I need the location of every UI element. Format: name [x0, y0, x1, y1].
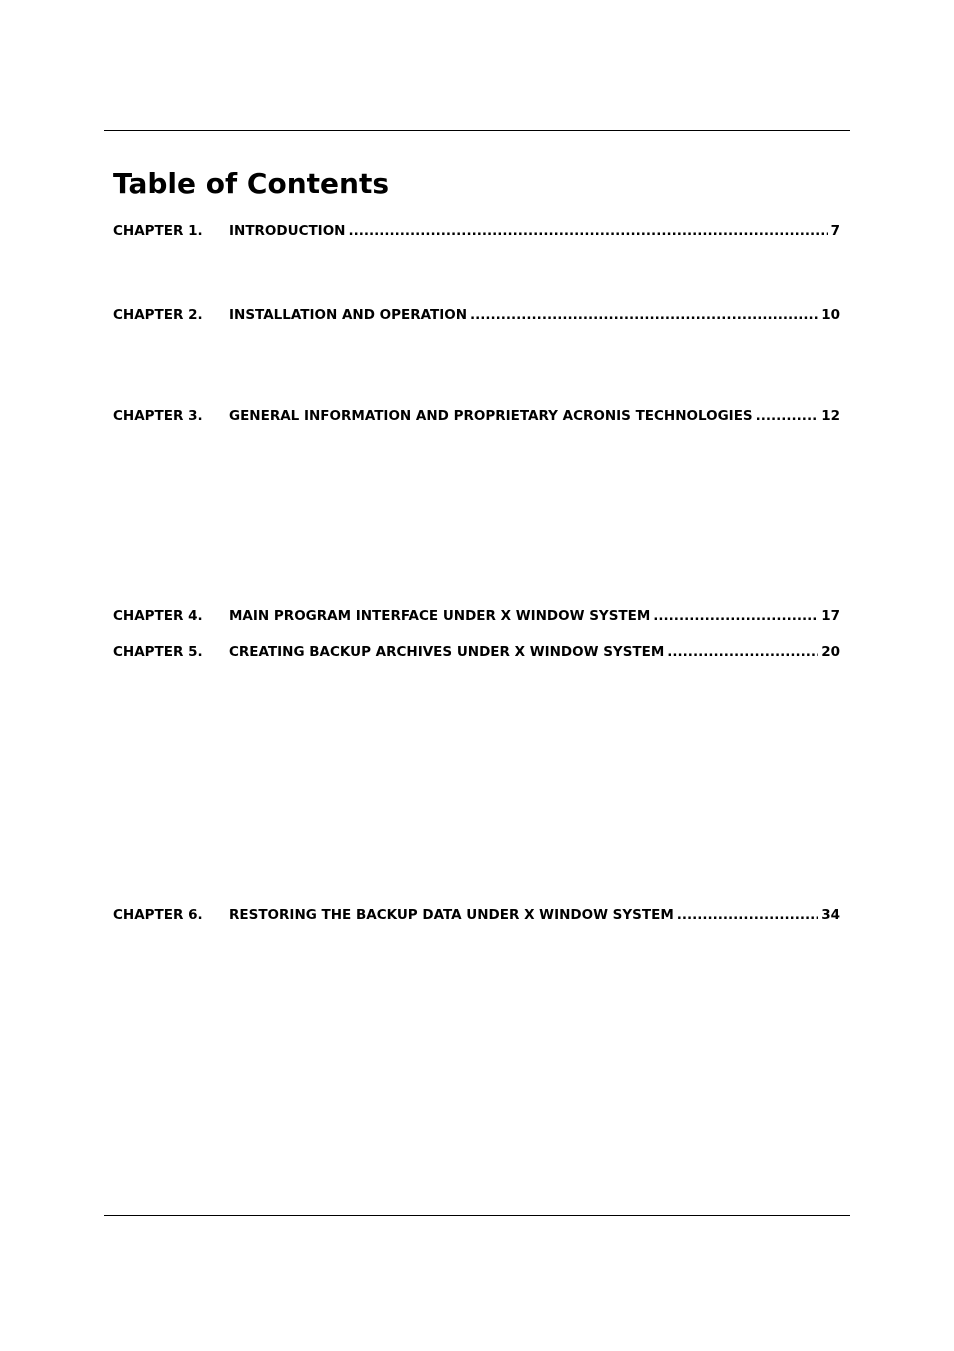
toc-chapter-title: CREATING BACKUP ARCHIVES UNDER X WINDOW SYSTEM [229, 644, 665, 660]
toc-entry-chapter-4[interactable] [113, 607, 840, 625]
toc-page-number: 7 [830, 223, 840, 239]
toc-entry-chapter-2[interactable] [113, 306, 840, 324]
toc-dot-leader [470, 306, 818, 324]
toc-dot-leader [756, 407, 819, 425]
toc-page-number: 20 [821, 644, 840, 660]
toc-dot-leader [677, 906, 818, 924]
toc-chapter-title: RESTORING THE BACKUP DATA UNDER X WINDOW SYSTEM [229, 907, 674, 923]
toc-dot-leader [653, 607, 818, 625]
toc-chapter-number: CHAPTER 3. [113, 408, 203, 424]
toc-page-number: 17 [821, 608, 840, 624]
toc-chapter-number: CHAPTER 1. [113, 223, 203, 239]
toc-page-number: 10 [821, 307, 840, 323]
toc-chapter-number: CHAPTER 6. [113, 907, 203, 923]
toc-chapter-number: CHAPTER 4. [113, 608, 203, 624]
toc-dot-leader [348, 222, 827, 240]
toc-entry-chapter-6[interactable] [113, 906, 840, 924]
toc-entry-chapter-1[interactable] [113, 222, 840, 240]
toc-chapter-title: GENERAL INFORMATION AND PROPRIETARY ACRONIS TECHNOLOGIES [229, 408, 753, 424]
toc-page-number: 12 [821, 408, 840, 424]
footer-rule [104, 1215, 850, 1216]
toc-chapter-title: MAIN PROGRAM INTERFACE UNDER X WINDOW SYSTEM [229, 608, 651, 624]
toc-entry-chapter-5[interactable] [113, 643, 840, 661]
toc-chapter-number: CHAPTER 2. [113, 307, 203, 323]
toc-chapter-title: INTRODUCTION [229, 223, 346, 239]
toc-page-number: 34 [821, 907, 840, 923]
toc-chapter-number: CHAPTER 5. [113, 644, 203, 660]
header-rule [104, 130, 850, 131]
toc-chapter-title: INSTALLATION AND OPERATION [229, 307, 468, 323]
page-title: Table of Contents [113, 167, 390, 200]
toc-dot-leader [667, 643, 818, 661]
toc-entry-chapter-3[interactable] [113, 407, 840, 425]
